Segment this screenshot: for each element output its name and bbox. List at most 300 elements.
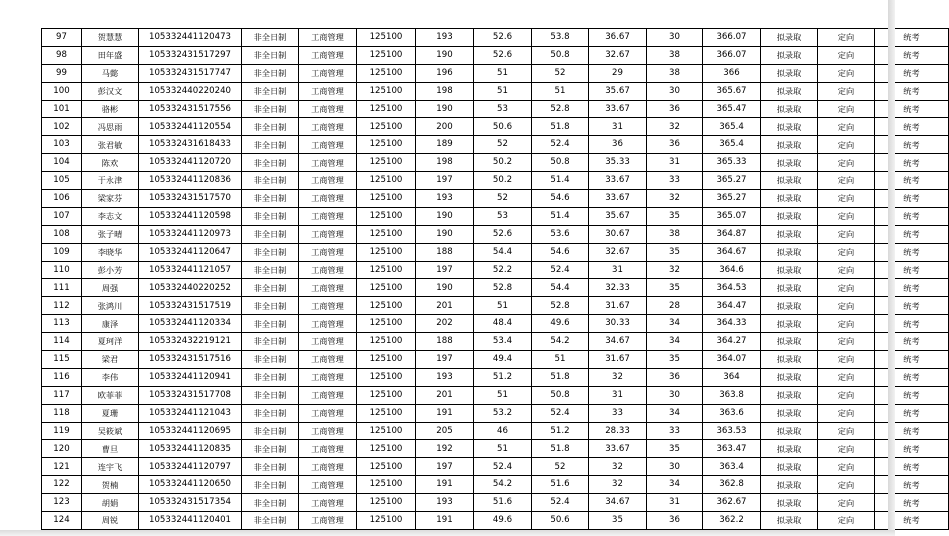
training-type-cell: 定向 (818, 225, 875, 243)
exam2-score-cell: 51 (474, 64, 532, 82)
exam2-score-cell: 51 (474, 386, 532, 404)
exam4-score-cell: 29 (589, 64, 647, 82)
exam4-score-cell: 33.67 (589, 100, 647, 118)
name-cell: 骆彬 (82, 100, 139, 118)
exam2-score-cell: 52 (474, 190, 532, 208)
exam-type-cell: 统考 (875, 368, 949, 386)
seq-cell: 114 (42, 333, 82, 351)
seq-cell: 107 (42, 207, 82, 225)
extra-score-cell: 34 (647, 476, 703, 494)
training-type-cell: 定向 (818, 404, 875, 422)
study-mode-cell: 非全日制 (242, 172, 299, 190)
study-mode-cell: 非全日制 (242, 207, 299, 225)
training-type-cell: 定向 (818, 118, 875, 136)
seq-cell: 118 (42, 404, 82, 422)
exam2-score-cell: 52 (474, 136, 532, 154)
extra-score-cell: 30 (647, 386, 703, 404)
study-mode-cell: 非全日制 (242, 440, 299, 458)
exam1-score-cell: 201 (416, 386, 474, 404)
study-mode-cell: 非全日制 (242, 458, 299, 476)
study-mode-cell: 非全日制 (242, 154, 299, 172)
training-type-cell: 定向 (818, 46, 875, 64)
extra-score-cell: 36 (647, 512, 703, 530)
training-type-cell: 定向 (818, 512, 875, 530)
exam1-score-cell: 190 (416, 225, 474, 243)
major-code-cell: 125100 (357, 207, 416, 225)
candidate-id-cell: 105332441121057 (139, 261, 242, 279)
exam1-score-cell: 193 (416, 190, 474, 208)
exam1-score-cell: 193 (416, 494, 474, 512)
seq-cell: 115 (42, 351, 82, 369)
exam1-score-cell: 189 (416, 136, 474, 154)
seq-cell: 123 (42, 494, 82, 512)
table-row (42, 458, 949, 476)
candidate-id-cell: 105332431517297 (139, 46, 242, 64)
seq-cell: 111 (42, 279, 82, 297)
total-score-cell: 364.07 (703, 351, 761, 369)
total-score-cell: 362.8 (703, 476, 761, 494)
exam2-score-cell: 51.2 (474, 368, 532, 386)
extra-score-cell: 34 (647, 404, 703, 422)
exam4-score-cell: 32.67 (589, 46, 647, 64)
admission-status-cell: 拟录取 (761, 118, 818, 136)
page-edge-shadow-right (888, 0, 895, 536)
candidate-id-cell: 105332441120695 (139, 422, 242, 440)
name-cell: 彭汉文 (82, 82, 139, 100)
seq-cell: 106 (42, 190, 82, 208)
name-cell: 于永津 (82, 172, 139, 190)
seq-cell: 101 (42, 100, 82, 118)
training-type-cell: 定向 (818, 29, 875, 47)
exam3-score-cell: 52.4 (532, 136, 589, 154)
name-cell: 康泽 (82, 315, 139, 333)
exam4-score-cell: 32.67 (589, 243, 647, 261)
extra-score-cell: 32 (647, 190, 703, 208)
exam1-score-cell: 196 (416, 64, 474, 82)
exam2-score-cell: 49.4 (474, 351, 532, 369)
seq-cell: 103 (42, 136, 82, 154)
admission-status-cell: 拟录取 (761, 172, 818, 190)
exam2-score-cell: 53 (474, 207, 532, 225)
candidate-id-cell: 105332431618433 (139, 136, 242, 154)
major-name-cell: 工商管理 (299, 136, 357, 154)
exam-type-cell: 统考 (875, 207, 949, 225)
exam4-score-cell: 31 (589, 261, 647, 279)
exam-type-cell: 统考 (875, 136, 949, 154)
training-type-cell: 定向 (818, 261, 875, 279)
study-mode-cell: 非全日制 (242, 64, 299, 82)
training-type-cell: 定向 (818, 458, 875, 476)
extra-score-cell: 38 (647, 46, 703, 64)
admission-status-cell: 拟录取 (761, 82, 818, 100)
major-code-cell: 125100 (357, 351, 416, 369)
exam2-score-cell: 49.6 (474, 512, 532, 530)
training-type-cell: 定向 (818, 386, 875, 404)
exam4-score-cell: 31 (589, 386, 647, 404)
name-cell: 陈欢 (82, 154, 139, 172)
admission-status-cell: 拟录取 (761, 476, 818, 494)
admission-status-cell: 拟录取 (761, 494, 818, 512)
seq-cell: 119 (42, 422, 82, 440)
study-mode-cell: 非全日制 (242, 422, 299, 440)
name-cell: 张鸿川 (82, 297, 139, 315)
study-mode-cell: 非全日制 (242, 315, 299, 333)
total-score-cell: 363.4 (703, 458, 761, 476)
total-score-cell: 365.27 (703, 172, 761, 190)
study-mode-cell: 非全日制 (242, 512, 299, 530)
training-type-cell: 定向 (818, 494, 875, 512)
name-cell: 马懿 (82, 64, 139, 82)
exam2-score-cell: 54.2 (474, 476, 532, 494)
extra-score-cell: 35 (647, 279, 703, 297)
table-row (42, 404, 949, 422)
candidate-id-cell: 105332441120973 (139, 225, 242, 243)
candidate-id-cell: 105332432219121 (139, 333, 242, 351)
major-name-cell: 工商管理 (299, 190, 357, 208)
exam-type-cell: 统考 (875, 279, 949, 297)
exam3-score-cell: 52 (532, 64, 589, 82)
admission-status-cell: 拟录取 (761, 315, 818, 333)
table-row (42, 261, 949, 279)
exam-type-cell: 统考 (875, 458, 949, 476)
major-name-cell: 工商管理 (299, 100, 357, 118)
training-type-cell: 定向 (818, 297, 875, 315)
study-mode-cell: 非全日制 (242, 386, 299, 404)
exam1-score-cell: 190 (416, 279, 474, 297)
major-name-cell: 工商管理 (299, 154, 357, 172)
exam3-score-cell: 50.8 (532, 46, 589, 64)
exam3-score-cell: 54.6 (532, 190, 589, 208)
admission-status-cell: 拟录取 (761, 100, 818, 118)
exam1-score-cell: 198 (416, 82, 474, 100)
major-code-cell: 125100 (357, 333, 416, 351)
major-name-cell: 工商管理 (299, 243, 357, 261)
total-score-cell: 366 (703, 64, 761, 82)
exam3-score-cell: 52.4 (532, 494, 589, 512)
exam2-score-cell: 53.2 (474, 404, 532, 422)
major-name-cell: 工商管理 (299, 476, 357, 494)
exam2-score-cell: 48.4 (474, 315, 532, 333)
training-type-cell: 定向 (818, 422, 875, 440)
total-score-cell: 365.4 (703, 136, 761, 154)
exam4-score-cell: 36.67 (589, 29, 647, 47)
admission-status-cell: 拟录取 (761, 297, 818, 315)
seq-cell: 116 (42, 368, 82, 386)
seq-cell: 117 (42, 386, 82, 404)
table-row (42, 422, 949, 440)
seq-cell: 122 (42, 476, 82, 494)
exam-type-cell: 统考 (875, 64, 949, 82)
training-type-cell: 定向 (818, 136, 875, 154)
exam3-score-cell: 51 (532, 82, 589, 100)
exam4-score-cell: 33 (589, 404, 647, 422)
exam1-score-cell: 197 (416, 458, 474, 476)
total-score-cell: 364.6 (703, 261, 761, 279)
extra-score-cell: 30 (647, 29, 703, 47)
study-mode-cell: 非全日制 (242, 243, 299, 261)
candidate-id-cell: 105332441120401 (139, 512, 242, 530)
exam-type-cell: 统考 (875, 100, 949, 118)
exam2-score-cell: 52.8 (474, 279, 532, 297)
name-cell: 周锐 (82, 512, 139, 530)
study-mode-cell: 非全日制 (242, 190, 299, 208)
candidate-id-cell: 105332441120473 (139, 29, 242, 47)
exam1-score-cell: 197 (416, 261, 474, 279)
name-cell: 梁君 (82, 351, 139, 369)
major-name-cell: 工商管理 (299, 512, 357, 530)
table-row (42, 154, 949, 172)
admission-status-cell: 拟录取 (761, 386, 818, 404)
study-mode-cell: 非全日制 (242, 351, 299, 369)
exam4-score-cell: 30.67 (589, 225, 647, 243)
study-mode-cell: 非全日制 (242, 404, 299, 422)
total-score-cell: 364.33 (703, 315, 761, 333)
exam3-score-cell: 50.8 (532, 386, 589, 404)
exam4-score-cell: 35 (589, 512, 647, 530)
total-score-cell: 366.07 (703, 29, 761, 47)
admission-status-cell: 拟录取 (761, 29, 818, 47)
training-type-cell: 定向 (818, 154, 875, 172)
exam4-score-cell: 30.33 (589, 315, 647, 333)
training-type-cell: 定向 (818, 82, 875, 100)
exam-type-cell: 统考 (875, 46, 949, 64)
exam3-score-cell: 54.2 (532, 333, 589, 351)
extra-score-cell: 35 (647, 243, 703, 261)
exam-type-cell: 统考 (875, 225, 949, 243)
exam4-score-cell: 34.67 (589, 333, 647, 351)
exam1-score-cell: 193 (416, 368, 474, 386)
major-name-cell: 工商管理 (299, 207, 357, 225)
total-score-cell: 364.53 (703, 279, 761, 297)
major-name-cell: 工商管理 (299, 46, 357, 64)
table-row (42, 368, 949, 386)
table-row (42, 207, 949, 225)
extra-score-cell: 36 (647, 100, 703, 118)
table-row (42, 225, 949, 243)
seq-cell: 113 (42, 315, 82, 333)
major-code-cell: 125100 (357, 82, 416, 100)
study-mode-cell: 非全日制 (242, 368, 299, 386)
name-cell: 张子晴 (82, 225, 139, 243)
study-mode-cell: 非全日制 (242, 118, 299, 136)
major-name-cell: 工商管理 (299, 494, 357, 512)
exam-type-cell: 统考 (875, 512, 949, 530)
exam3-score-cell: 52.4 (532, 261, 589, 279)
exam2-score-cell: 51.6 (474, 494, 532, 512)
exam2-score-cell: 53 (474, 100, 532, 118)
total-score-cell: 362.67 (703, 494, 761, 512)
training-type-cell: 定向 (818, 100, 875, 118)
seq-cell: 112 (42, 297, 82, 315)
extra-score-cell: 33 (647, 422, 703, 440)
training-type-cell: 定向 (818, 64, 875, 82)
table-row (42, 351, 949, 369)
admission-status-cell: 拟录取 (761, 225, 818, 243)
total-score-cell: 363.8 (703, 386, 761, 404)
admission-status-cell: 拟录取 (761, 46, 818, 64)
exam-type-cell: 统考 (875, 440, 949, 458)
major-code-cell: 125100 (357, 315, 416, 333)
exam1-score-cell: 190 (416, 207, 474, 225)
exam2-score-cell: 53.4 (474, 333, 532, 351)
exam1-score-cell: 200 (416, 118, 474, 136)
exam1-score-cell: 205 (416, 422, 474, 440)
admission-status-cell: 拟录取 (761, 207, 818, 225)
seq-cell: 108 (42, 225, 82, 243)
admission-status-cell: 拟录取 (761, 351, 818, 369)
exam3-score-cell: 50.8 (532, 154, 589, 172)
candidate-id-cell: 105332441121043 (139, 404, 242, 422)
admission-status-cell: 拟录取 (761, 261, 818, 279)
extra-score-cell: 30 (647, 458, 703, 476)
exam3-score-cell: 51.8 (532, 440, 589, 458)
table-row (42, 82, 949, 100)
exam1-score-cell: 191 (416, 404, 474, 422)
study-mode-cell: 非全日制 (242, 46, 299, 64)
candidate-id-cell: 105332441120836 (139, 172, 242, 190)
exam4-score-cell: 31 (589, 118, 647, 136)
study-mode-cell: 非全日制 (242, 333, 299, 351)
exam3-score-cell: 51.2 (532, 422, 589, 440)
major-code-cell: 125100 (357, 100, 416, 118)
major-name-cell: 工商管理 (299, 225, 357, 243)
study-mode-cell: 非全日制 (242, 100, 299, 118)
training-type-cell: 定向 (818, 351, 875, 369)
table-row (42, 512, 949, 530)
total-score-cell: 363.47 (703, 440, 761, 458)
admission-status-cell: 拟录取 (761, 279, 818, 297)
exam-type-cell: 统考 (875, 261, 949, 279)
exam2-score-cell: 54.4 (474, 243, 532, 261)
exam2-score-cell: 50.2 (474, 154, 532, 172)
major-name-cell: 工商管理 (299, 315, 357, 333)
major-code-cell: 125100 (357, 118, 416, 136)
major-code-cell: 125100 (357, 29, 416, 47)
seq-cell: 98 (42, 46, 82, 64)
table-row (42, 315, 949, 333)
exam-type-cell: 统考 (875, 29, 949, 47)
exam3-score-cell: 51 (532, 351, 589, 369)
exam4-score-cell: 32.33 (589, 279, 647, 297)
exam3-score-cell: 51.8 (532, 368, 589, 386)
extra-score-cell: 28 (647, 297, 703, 315)
major-code-cell: 125100 (357, 190, 416, 208)
extra-score-cell: 32 (647, 118, 703, 136)
table-row (42, 494, 949, 512)
table-row (42, 243, 949, 261)
exam4-score-cell: 36 (589, 136, 647, 154)
total-score-cell: 365.4 (703, 118, 761, 136)
major-name-cell: 工商管理 (299, 118, 357, 136)
table-row (42, 386, 949, 404)
total-score-cell: 365.27 (703, 190, 761, 208)
study-mode-cell: 非全日制 (242, 279, 299, 297)
exam1-score-cell: 197 (416, 351, 474, 369)
exam4-score-cell: 33.67 (589, 172, 647, 190)
exam-type-cell: 统考 (875, 315, 949, 333)
exam2-score-cell: 51 (474, 82, 532, 100)
extra-score-cell: 30 (647, 82, 703, 100)
extra-score-cell: 35 (647, 351, 703, 369)
admission-score-table (41, 28, 949, 530)
seq-cell: 102 (42, 118, 82, 136)
total-score-cell: 364.67 (703, 243, 761, 261)
exam4-score-cell: 31.67 (589, 351, 647, 369)
exam3-score-cell: 52 (532, 458, 589, 476)
admission-status-cell: 拟录取 (761, 190, 818, 208)
extra-score-cell: 34 (647, 333, 703, 351)
major-code-cell: 125100 (357, 64, 416, 82)
major-name-cell: 工商管理 (299, 333, 357, 351)
table-row (42, 279, 949, 297)
major-name-cell: 工商管理 (299, 279, 357, 297)
exam2-score-cell: 51 (474, 440, 532, 458)
major-code-cell: 125100 (357, 494, 416, 512)
major-name-cell: 工商管理 (299, 82, 357, 100)
exam4-score-cell: 32 (589, 458, 647, 476)
extra-score-cell: 35 (647, 207, 703, 225)
exam3-score-cell: 52.8 (532, 297, 589, 315)
admission-status-cell: 拟录取 (761, 64, 818, 82)
name-cell: 周强 (82, 279, 139, 297)
table-row (42, 64, 949, 82)
total-score-cell: 365.07 (703, 207, 761, 225)
exam1-score-cell: 193 (416, 29, 474, 47)
exam3-score-cell: 52.4 (532, 404, 589, 422)
table-row (42, 118, 949, 136)
major-code-cell: 125100 (357, 279, 416, 297)
candidate-id-cell: 105332441120720 (139, 154, 242, 172)
exam1-score-cell: 190 (416, 100, 474, 118)
name-cell: 彭小芳 (82, 261, 139, 279)
training-type-cell: 定向 (818, 368, 875, 386)
study-mode-cell: 非全日制 (242, 136, 299, 154)
exam2-score-cell: 46 (474, 422, 532, 440)
training-type-cell: 定向 (818, 315, 875, 333)
major-name-cell: 工商管理 (299, 297, 357, 315)
exam-type-cell: 统考 (875, 386, 949, 404)
exam4-score-cell: 32 (589, 368, 647, 386)
exam-type-cell: 统考 (875, 118, 949, 136)
exam-type-cell: 统考 (875, 82, 949, 100)
exam4-score-cell: 33.67 (589, 190, 647, 208)
admission-status-cell: 拟录取 (761, 333, 818, 351)
exam-type-cell: 统考 (875, 476, 949, 494)
seq-cell: 100 (42, 82, 82, 100)
candidate-id-cell: 105332441120650 (139, 476, 242, 494)
major-code-cell: 125100 (357, 458, 416, 476)
admission-status-cell: 拟录取 (761, 422, 818, 440)
exam2-score-cell: 52.6 (474, 29, 532, 47)
major-code-cell: 125100 (357, 404, 416, 422)
exam-type-cell: 统考 (875, 172, 949, 190)
major-name-cell: 工商管理 (299, 458, 357, 476)
exam-type-cell: 统考 (875, 351, 949, 369)
candidate-id-cell: 105332440220252 (139, 279, 242, 297)
table-row (42, 29, 949, 47)
exam3-score-cell: 54.4 (532, 279, 589, 297)
major-code-cell: 125100 (357, 154, 416, 172)
major-name-cell: 工商管理 (299, 386, 357, 404)
exam-type-cell: 统考 (875, 243, 949, 261)
major-name-cell: 工商管理 (299, 404, 357, 422)
exam2-score-cell: 50.6 (474, 118, 532, 136)
candidate-id-cell: 105332431517516 (139, 351, 242, 369)
name-cell: 连宇飞 (82, 458, 139, 476)
exam3-score-cell: 50.6 (532, 512, 589, 530)
exam1-score-cell: 191 (416, 512, 474, 530)
exam4-score-cell: 35.67 (589, 82, 647, 100)
